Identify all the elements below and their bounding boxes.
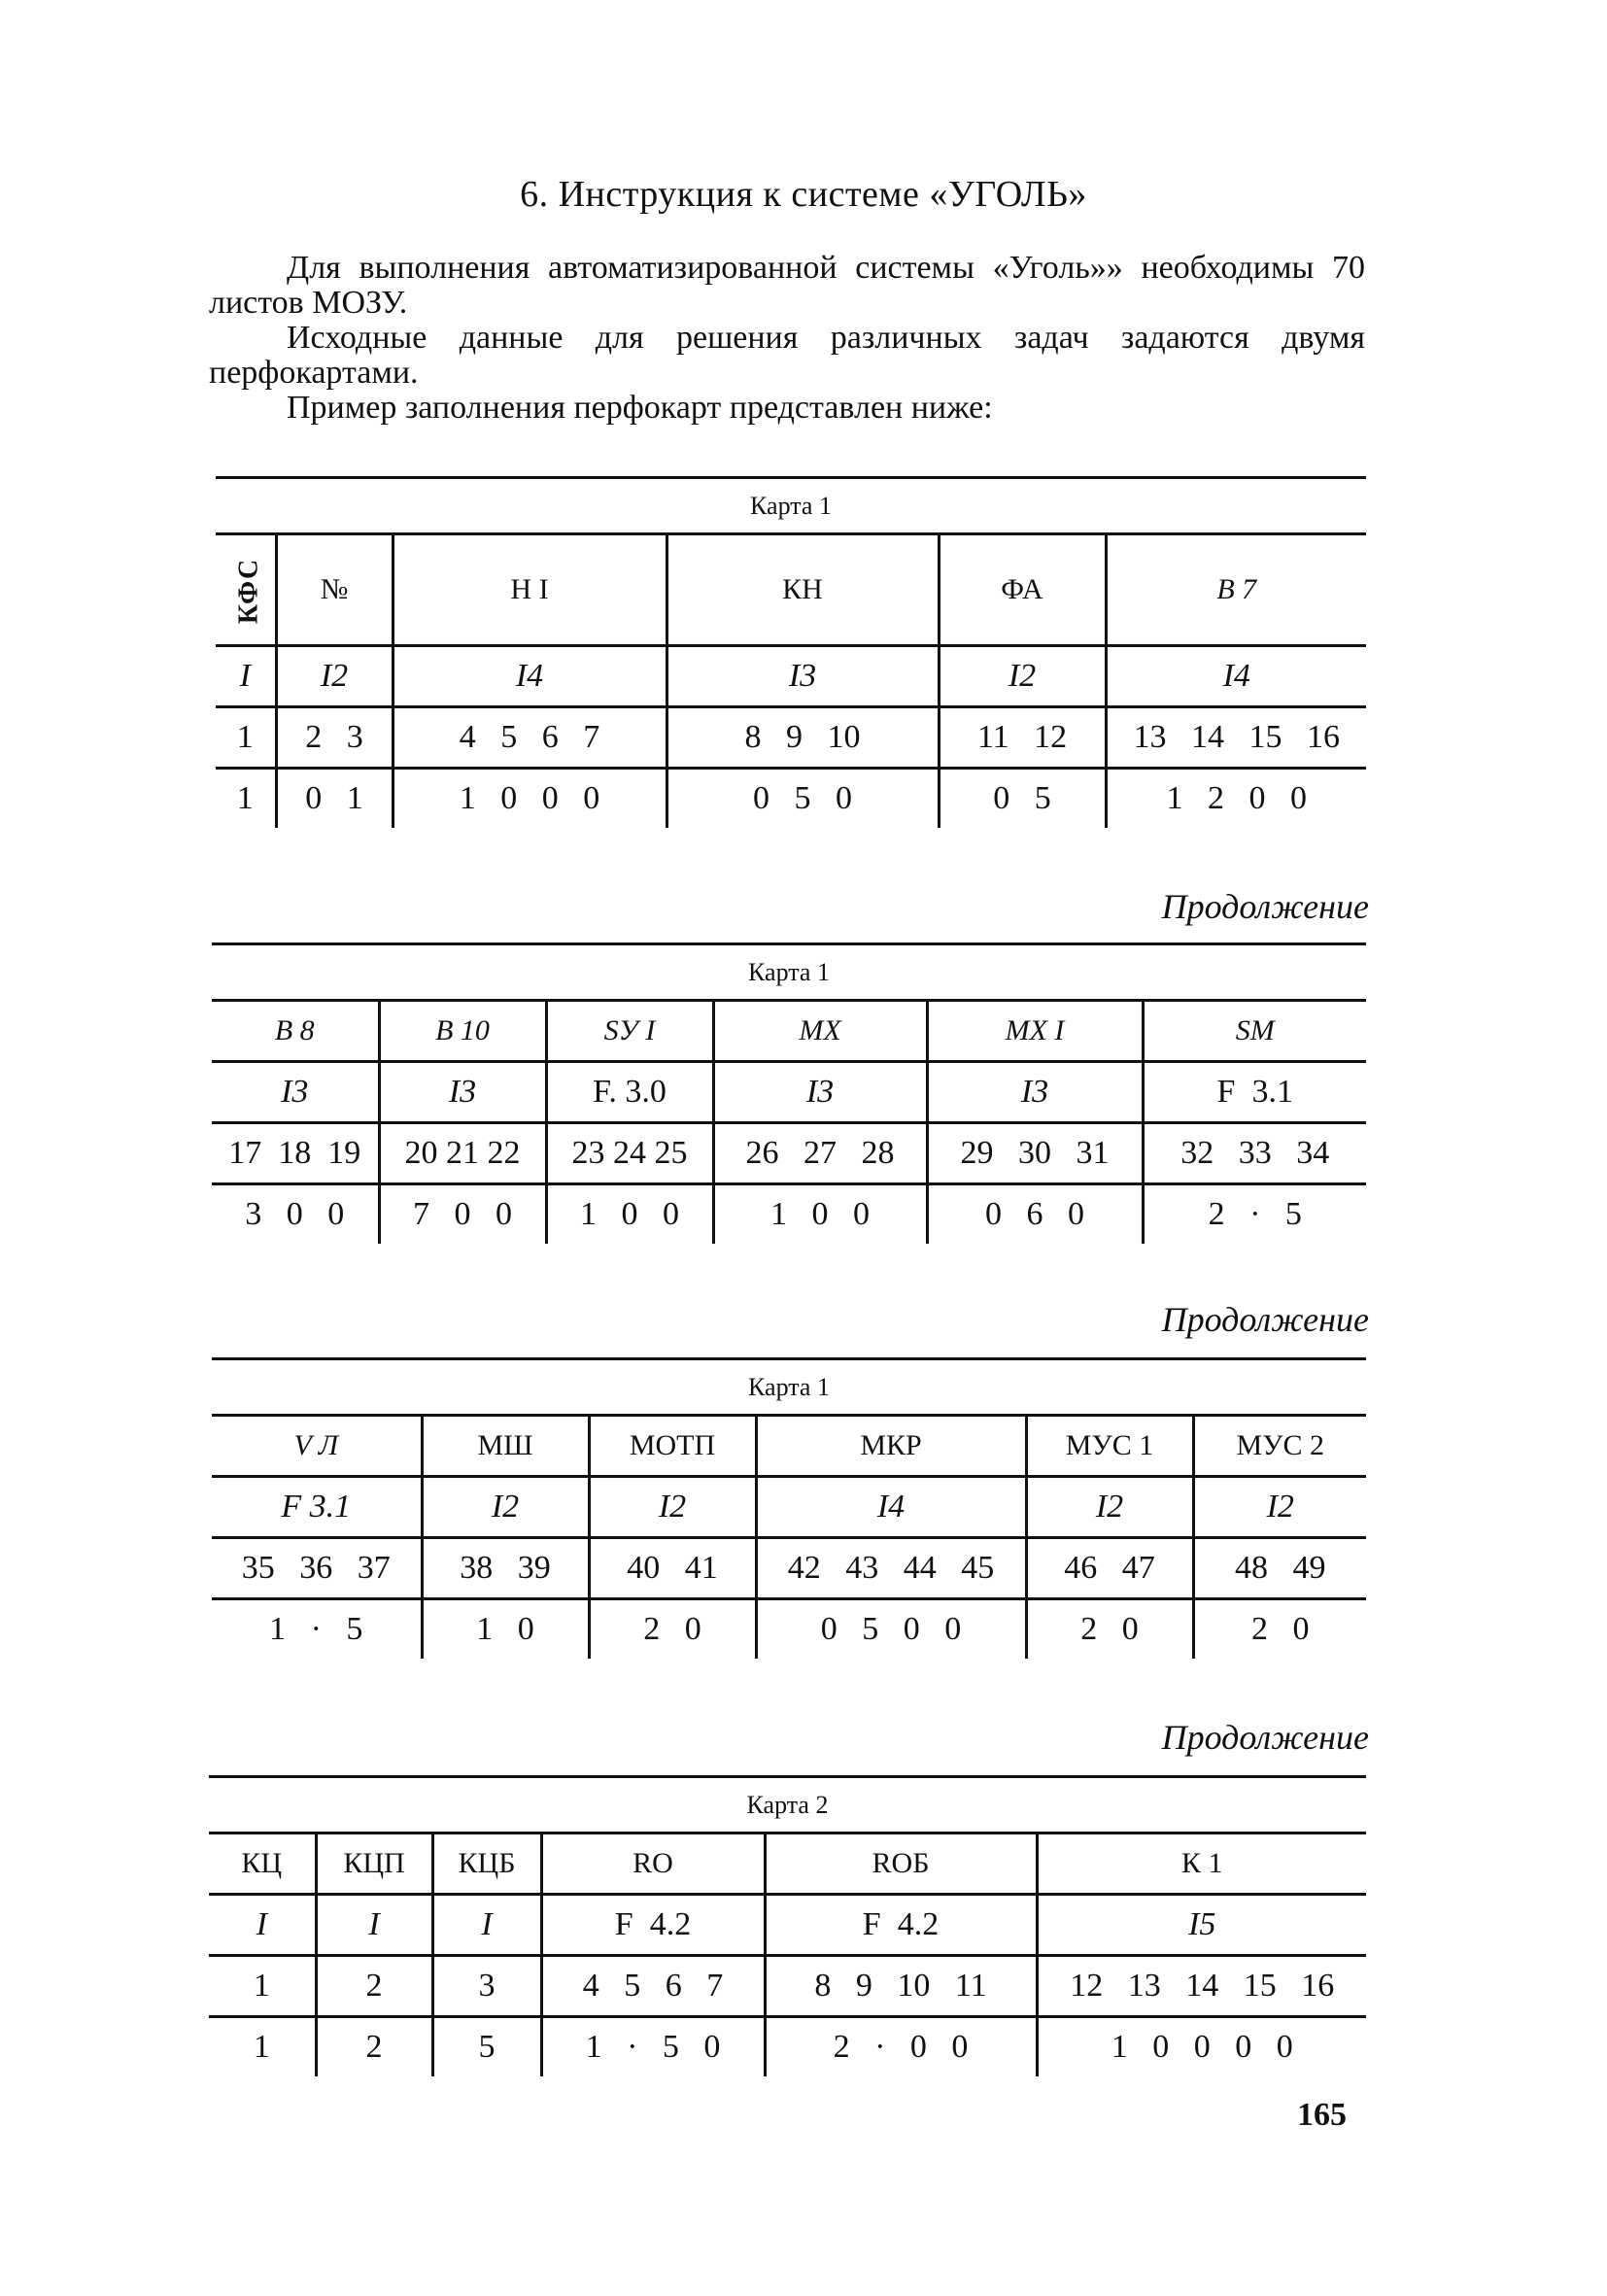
format-cell: I xyxy=(216,646,276,707)
position-cell: 20 21 22 xyxy=(379,1123,546,1184)
value-cell: 2 0 xyxy=(1026,1599,1193,1660)
continuation-label: Продолжение xyxy=(1161,887,1369,926)
format-cell: I2 xyxy=(422,1477,589,1538)
column-header: МКР xyxy=(756,1416,1026,1477)
format-cell: I2 xyxy=(276,646,393,707)
column-header: В 10 xyxy=(379,1001,546,1062)
column-header: SМ xyxy=(1143,1001,1366,1062)
column-header: ФА xyxy=(939,534,1106,646)
section-heading: 6. Инструкция к системе «УГОЛЬ» xyxy=(520,174,1087,215)
position-cell: 1 xyxy=(216,707,276,769)
table-title: Карта 2 xyxy=(209,1777,1366,1833)
value-cell: 2 · 5 xyxy=(1143,1184,1366,1245)
value-cell: 2 · 0 0 xyxy=(765,2017,1037,2077)
position-cell: 13 14 15 16 xyxy=(1106,707,1366,769)
column-header: № xyxy=(276,534,393,646)
position-cell: 32 33 34 xyxy=(1143,1123,1366,1184)
value-cell: 3 0 0 xyxy=(245,1196,345,1232)
format-cell: I2 xyxy=(939,646,1106,707)
column-header: SУ I xyxy=(546,1001,713,1062)
format-cell: F 4.2 xyxy=(541,1895,765,1956)
table-title: Карта 1 xyxy=(212,1359,1366,1416)
column-header: КЦП xyxy=(316,1833,432,1895)
position-cell: 23 24 25 xyxy=(546,1123,713,1184)
value-cell: 1 xyxy=(236,780,254,816)
value-cell: 1 0 0 0 0 xyxy=(1037,2017,1366,2077)
position-cell: 46 47 xyxy=(1026,1538,1193,1599)
value-cell: 0 5 0 xyxy=(667,769,939,829)
paragraph-1: Для выполнения автоматизированной системы «Уголь»» необходимы 70 листов МОЗУ. xyxy=(209,250,1365,321)
value-cell: 0 5 0 0 xyxy=(756,1599,1026,1660)
continuation-label: Продолжение xyxy=(1161,1300,1369,1339)
punch-card-table-1 xyxy=(216,476,1366,828)
position-cell: 2 3 xyxy=(276,707,393,769)
column-header: КН xyxy=(667,534,939,646)
position-cell: 17 18 19 xyxy=(212,1123,379,1184)
column-header: К 1 xyxy=(1037,1833,1366,1895)
position-cell: 35 36 37 xyxy=(212,1538,422,1599)
format-cell: I xyxy=(316,1895,432,1956)
format-cell: F. 3.0 xyxy=(546,1062,713,1123)
column-header: RO xyxy=(541,1833,765,1895)
column-header: МХ I xyxy=(927,1001,1143,1062)
value-cell: 0 5 xyxy=(939,769,1106,829)
column-header: В 8 xyxy=(212,1001,379,1062)
column-header: V Л xyxy=(212,1416,422,1477)
value-cell: 2 0 xyxy=(589,1599,756,1660)
position-cell: 2 xyxy=(316,1956,432,2017)
format-cell: I2 xyxy=(1026,1477,1193,1538)
format-cell: I xyxy=(209,1895,316,1956)
format-cell: I2 xyxy=(1193,1477,1366,1538)
column-header: RОБ xyxy=(765,1833,1037,1895)
paragraph-3: Пример заполнения перфокарт представлен ниже: xyxy=(287,390,993,426)
position-cell: 38 39 xyxy=(422,1538,589,1599)
format-cell: I3 xyxy=(667,646,939,707)
punch-card-table-2 xyxy=(212,942,1366,1244)
value-cell: 1 · 5 0 xyxy=(541,2017,765,2077)
value-cell: 1 2 0 0 xyxy=(1106,769,1366,829)
format-cell: I4 xyxy=(393,646,667,707)
punch-card-table-3 xyxy=(212,1357,1366,1659)
format-cell: I5 xyxy=(1037,1895,1366,1956)
position-cell: 12 13 14 15 16 xyxy=(1037,1956,1366,2017)
format-cell: I4 xyxy=(756,1477,1026,1538)
value-cell: 0 6 0 xyxy=(927,1184,1143,1245)
column-header: В 7 xyxy=(1106,534,1366,646)
value-cell: 1 · 5 xyxy=(269,1611,363,1647)
format-cell: I4 xyxy=(1106,646,1366,707)
column-header: КЦБ xyxy=(432,1833,541,1895)
page-number: 165 xyxy=(1297,2097,1347,2133)
position-cell: 4 5 6 7 xyxy=(393,707,667,769)
value-cell: 1 xyxy=(253,2029,270,2065)
position-cell: 3 xyxy=(432,1956,541,2017)
value-cell: 0 1 xyxy=(276,769,393,829)
position-cell: 11 12 xyxy=(939,707,1106,769)
column-header: КЦ xyxy=(209,1833,316,1895)
position-cell: 8 9 10 11 xyxy=(765,1956,1037,2017)
paragraph-2: Исходные данные для решения различных задач задаются двумя перфокартами. xyxy=(209,320,1365,391)
format-cell: I3 xyxy=(713,1062,927,1123)
position-cell: 40 41 xyxy=(589,1538,756,1599)
punch-card-table-4 xyxy=(209,1775,1366,2076)
format-cell: F 3.1 xyxy=(212,1477,422,1538)
column-header: Н I xyxy=(393,534,667,646)
column-header: МХ xyxy=(713,1001,927,1062)
value-cell: 7 0 0 xyxy=(379,1184,546,1245)
value-cell: 1 0 0 0 xyxy=(393,769,667,829)
value-cell: 1 0 xyxy=(422,1599,589,1660)
value-cell: 2 xyxy=(316,2017,432,2077)
column-header: МШ xyxy=(422,1416,589,1477)
column-header: КФС xyxy=(216,534,276,646)
position-cell: 26 27 28 xyxy=(713,1123,927,1184)
position-cell: 4 5 6 7 xyxy=(541,1956,765,2017)
continuation-label: Продолжение xyxy=(1161,1718,1369,1757)
table-title: Карта 1 xyxy=(212,944,1366,1001)
column-header: МУС 2 xyxy=(1193,1416,1366,1477)
format-cell: I2 xyxy=(589,1477,756,1538)
format-cell: I xyxy=(432,1895,541,1956)
value-cell: 1 0 0 xyxy=(713,1184,927,1245)
value-cell: 1 0 0 xyxy=(546,1184,713,1245)
position-cell: 8 9 10 xyxy=(667,707,939,769)
format-cell: I3 xyxy=(212,1062,379,1123)
table-title: Карта 1 xyxy=(216,478,1366,534)
position-cell: 29 30 31 xyxy=(927,1123,1143,1184)
value-cell: 5 xyxy=(432,2017,541,2077)
position-cell: 1 xyxy=(209,1956,316,2017)
format-cell: F 3.1 xyxy=(1143,1062,1366,1123)
value-cell: 2 0 xyxy=(1193,1599,1366,1660)
format-cell: F 4.2 xyxy=(765,1895,1037,1956)
column-header: МОТП xyxy=(589,1416,756,1477)
format-cell: I3 xyxy=(927,1062,1143,1123)
position-cell: 48 49 xyxy=(1193,1538,1366,1599)
position-cell: 42 43 44 45 xyxy=(756,1538,1026,1599)
format-cell: I3 xyxy=(379,1062,546,1123)
column-header: МУС 1 xyxy=(1026,1416,1193,1477)
